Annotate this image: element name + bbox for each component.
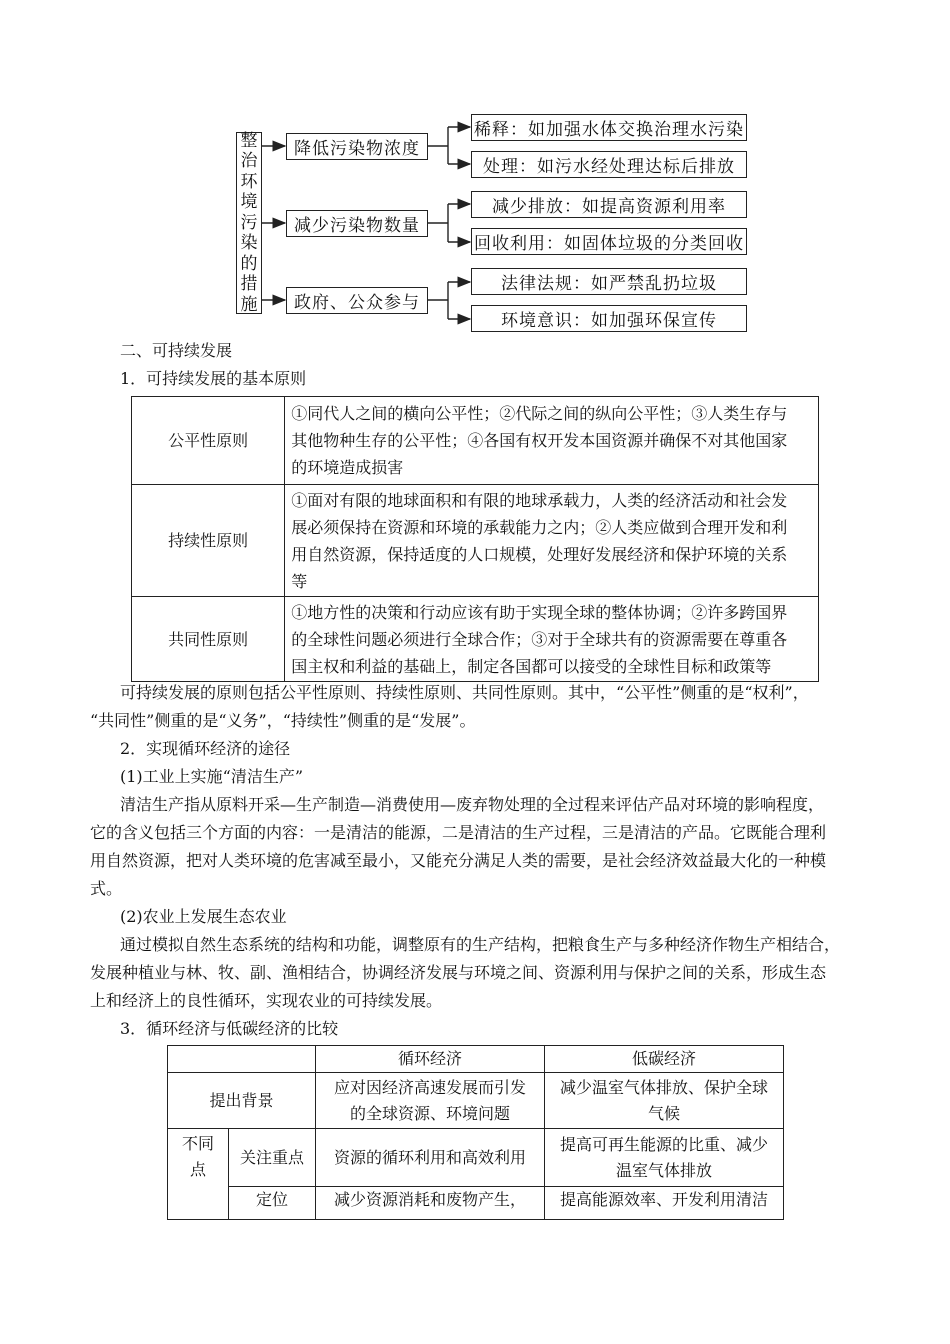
principle-desc (285, 485, 819, 597)
principle-desc (285, 597, 819, 682)
cell (545, 1129, 784, 1187)
table-row (132, 397, 819, 485)
principle-name: 共同性原则 (132, 597, 285, 682)
principle-desc (285, 397, 819, 485)
row-header-focus: 关注重点 (229, 1129, 316, 1187)
mid-box-reduce-concentration: 降低污染物浓度 (286, 133, 428, 160)
cell-line: 减少温室气体排放、保护全球 (559, 1077, 768, 1097)
leaf-box: 法律法规：如严禁乱扔垃圾 (471, 268, 747, 295)
col-header-circular: 循环经济 (316, 1046, 545, 1073)
desc-line: 的全球性问题必须进行全球合作；③对于全球共有的资源需要在尊重各 (291, 629, 788, 649)
root-char: 环 (240, 171, 258, 192)
col-header-lowcarbon: 低碳经济 (545, 1046, 784, 1073)
desc-line: 展必须保持在资源和环境的承载能力之内；②人类应做到合理开发和利 (291, 517, 788, 537)
table-row (132, 485, 819, 597)
subheading-principles: 1．可持续发展的基本原则 (120, 369, 307, 388)
header-empty (168, 1046, 316, 1073)
root-char: 治 (240, 151, 258, 172)
row-header-position: 定位 (229, 1187, 316, 1220)
cell (545, 1073, 784, 1129)
paragraph-line: 清洁生产指从原料开采—生产制造—消费使用—废弃物处理的全过程来评估产品对环境的影响程度， (120, 795, 825, 814)
desc-line: ①地方性的决策和行动应该有助于实现全球的整体协调；②许多跨国界 (291, 602, 788, 622)
section-heading: 二、可持续发展 (120, 341, 233, 360)
table-row (168, 1187, 784, 1220)
cell: 资源的循环利用和高效利用 (316, 1129, 545, 1187)
row-group-differences (168, 1129, 229, 1220)
desc-line: ①同代人之间的横向公平性；②代际之间的纵向公平性；③人类生存与 (291, 404, 788, 423)
principles-table (131, 396, 819, 682)
paragraph-line: 可持续发展的原则包括公平性原则、持续性原则、共同性原则。其中，“公平性”侧重的是“权利”， (120, 683, 809, 702)
table-row (168, 1073, 784, 1129)
desc-line: 其他物种生存的公平性；④各国有权开发本国资源并确保不对其他国家 (291, 431, 788, 450)
root-char: 措 (240, 274, 258, 295)
table-row (132, 597, 819, 682)
root-char: 施 (240, 294, 258, 315)
cell-line: 气候 (647, 1103, 680, 1123)
subheading-clean-production: (1)工业上实施“清洁生产” (120, 767, 304, 786)
subheading-circular: 2．实现循环经济的途径 (120, 739, 291, 758)
paragraph-line: 上和经济上的良性循环，实现农业的可持续发展。 (90, 991, 443, 1010)
cell: 提高能源效率、开发利用清洁 (545, 1187, 784, 1220)
cell-line: 的全球资源、环境问题 (349, 1103, 510, 1123)
paragraph-line: 通过模拟自然生态系统的结构和功能，调整原有的生产结构，把粮食生产与多种经济作物生产相结合， (120, 935, 841, 954)
leaf-box: 减少排放：如提高资源利用率 (471, 191, 747, 218)
root-char: 境 (240, 192, 258, 213)
paragraph-line: 用自然资源，把对人类环境的危害减至最小，又能充分满足人类的需要，是社会经济效益最大化的一种模 (90, 851, 827, 870)
cell-line: 点 (189, 1160, 206, 1179)
leaf-box: 稀释：如加强水体交换治理水污染 (471, 114, 747, 141)
paragraph-line: “共同性”侧重的是“义务”，“持续性”侧重的是“发展”。 (90, 711, 476, 730)
leaf-box: 处理：如污水经处理达标后排放 (471, 151, 747, 178)
root-char: 染 (240, 233, 258, 254)
root-char: 的 (240, 253, 258, 274)
root-char: 污 (240, 212, 258, 233)
desc-line: 国主权和利益的基础上，制定各国都可以接受的全球性目标和政策等 (291, 656, 772, 676)
cell: 减少资源消耗和废物产生， (316, 1187, 545, 1220)
root-box (236, 132, 262, 314)
leaf-box: 回收利用：如固体垃圾的分类回收 (471, 228, 747, 255)
paragraph-line: 发展种植业与林、牧、副、渔相结合，协调经济发展与环境之间、资源利用与保护之间的关系，形成生态 (90, 963, 827, 982)
principle-name: 持续性原则 (132, 485, 285, 597)
paragraph-line: 它的含义包括三个方面的内容：一是清洁的能源，二是清洁的生产过程，三是清洁的产品。它既能合理利 (90, 823, 827, 842)
root-char: 整 (240, 130, 258, 151)
cell-line: 提高可再生能源的比重、减少 (559, 1134, 768, 1154)
subheading-comparison: 3．循环经济与低碳经济的比较 (120, 1019, 339, 1038)
desc-line: ①面对有限的地球面积和有限的地球承载力，人类的经济活动和社会发 (291, 490, 788, 510)
cell-line: 应对因经济高速发展而引发 (333, 1077, 526, 1097)
subheading-eco-agriculture: (2)农业上发展生态农业 (120, 907, 287, 926)
cell-line: 温室气体排放 (615, 1160, 712, 1180)
desc-line: 的环境造成损害 (291, 458, 404, 477)
mid-box-reduce-quantity: 减少污染物数量 (286, 210, 428, 237)
principle-name: 公平性原则 (132, 397, 285, 485)
table-row (168, 1046, 784, 1073)
desc-line: 用自然资源，保持适度的人口规模，处理好发展经济和保护环境的关系 (291, 544, 788, 564)
desc-line: 等 (291, 571, 308, 591)
cell (316, 1073, 545, 1129)
mid-box-participation: 政府、公众参与 (286, 287, 428, 314)
table-row (168, 1129, 784, 1187)
paragraph-line: 式。 (90, 879, 123, 898)
cell-line: 不同 (181, 1134, 214, 1153)
comparison-table (167, 1045, 784, 1220)
row-header-background: 提出背景 (168, 1073, 316, 1129)
leaf-box: 环境意识：如加强环保宣传 (471, 305, 747, 332)
